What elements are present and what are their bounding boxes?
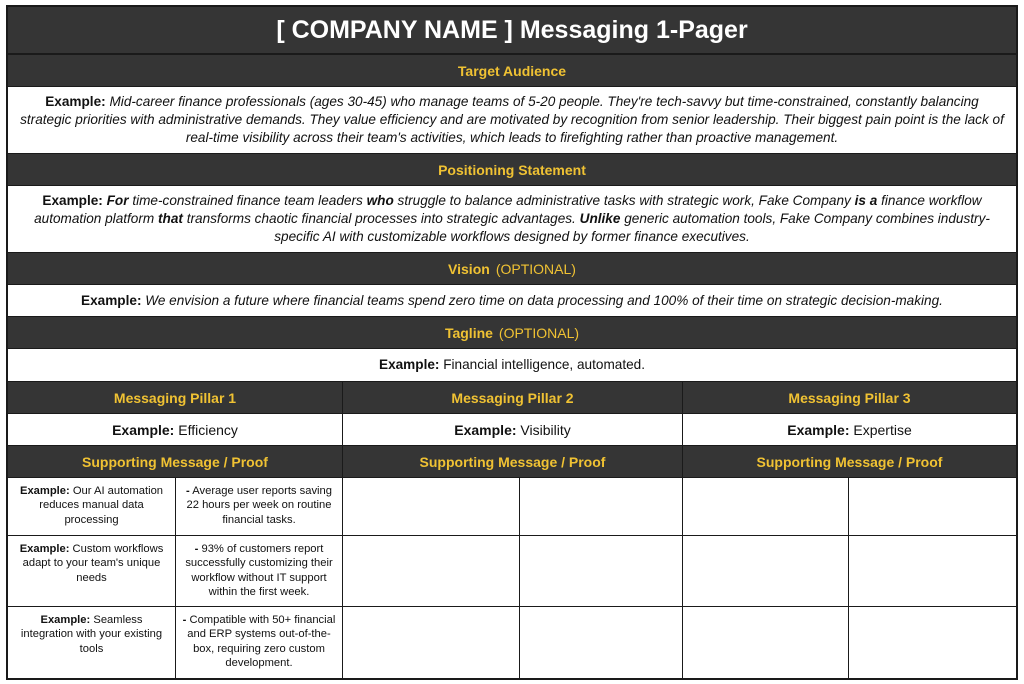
- pillar-2-example: [343, 414, 683, 445]
- proof-row-3-proof: [176, 607, 343, 680]
- proof-row-3-message: [8, 607, 176, 680]
- proof-row-1-message-text: Our AI automation reduces manual data processing: [39, 485, 164, 526]
- pillar-heading-row: [8, 382, 1016, 414]
- example-label: Example:: [45, 94, 106, 109]
- vision-heading-text: Vision: [448, 260, 490, 277]
- keyword-that: that: [158, 211, 183, 226]
- proof-row-2-proof-text: 93% of customers report successfully customizing their workflow without IT support within the first week.: [185, 543, 333, 598]
- proof-row-2-proof: [176, 536, 343, 606]
- empty-cell: [849, 536, 1016, 606]
- pillar-example-row: [8, 414, 1016, 446]
- example-label: Example:: [42, 193, 103, 208]
- vision-text: We envision a future where financial teams spend zero time on data processing and 100% of their time on strategic decision-making.: [145, 292, 943, 308]
- keyword-who: who: [366, 193, 394, 208]
- example-label: Example:: [81, 292, 142, 308]
- empty-cell: [683, 536, 849, 606]
- empty-cell: [849, 607, 1016, 680]
- vision-optional-label: (OPTIONAL): [495, 260, 576, 277]
- example-label: Example:: [454, 421, 517, 438]
- keyword-is-a: is a: [854, 193, 878, 208]
- proof-dash: -: [194, 543, 199, 555]
- example-label: Example:: [112, 421, 175, 438]
- keyword-for: For: [106, 193, 129, 208]
- empty-cell: [683, 478, 849, 535]
- positioning-heading: [8, 154, 1016, 186]
- pillar-2-support-heading: Supporting Message / Proof: [343, 446, 683, 477]
- support-heading-row: [8, 446, 1016, 478]
- pillar-3-example: [683, 414, 1016, 445]
- vision-heading: [8, 253, 1016, 285]
- example-label: Example:: [19, 485, 70, 497]
- example-label: Example:: [19, 543, 70, 555]
- example-label: Example:: [787, 421, 850, 438]
- empty-cell: [520, 478, 683, 535]
- pillar-3-heading: Messaging Pillar 3: [683, 382, 1016, 413]
- pillar-3-support-heading: Supporting Message / Proof: [683, 446, 1016, 477]
- vision-body: [8, 285, 1016, 317]
- tagline-text: Financial intelligence, automated.: [443, 357, 645, 372]
- empty-cell: [683, 607, 849, 680]
- proof-row-1-message: [8, 478, 176, 535]
- pillar-3-example-text: Expertise: [853, 421, 912, 438]
- proof-row-3: [8, 607, 1016, 680]
- target-audience-heading: [8, 55, 1016, 87]
- tagline-body: [8, 349, 1016, 382]
- empty-cell: [520, 536, 683, 606]
- empty-cell: [849, 478, 1016, 535]
- target-audience-text: Mid-career finance professionals (ages 30-45) who manage teams of 5-20 people. They're tech-savvy but time-constrained, constantly balancing strategic priorities with administrative demands. They value efficiency and are motivated by recognition from senior leadership. Their biggest pain point is the lack of real-time visibility across their team's activities, which leads to firefighting rather than proactive management.: [20, 94, 1004, 145]
- tagline-heading-text: Tagline: [444, 324, 493, 341]
- empty-cell: [343, 607, 520, 680]
- pillar-1-example: [8, 414, 343, 445]
- proof-row-2: [8, 536, 1016, 607]
- pillar-2-heading: Messaging Pillar 2: [343, 382, 683, 413]
- proof-row-3-message-text: Seamless integration with your existing tools: [20, 614, 163, 655]
- proof-row-2-message-text: Custom workflows adapt to your team's unique needs: [22, 543, 164, 584]
- pillar-1-example-text: Efficiency: [178, 421, 238, 438]
- proof-row-1-proof: [176, 478, 343, 535]
- proof-row-2-message: [8, 536, 176, 606]
- proof-row-1-proof-text: Average user reports saving 22 hours per week on routine financial tasks.: [186, 485, 332, 526]
- proof-dash: -: [186, 485, 190, 497]
- example-label: Example:: [379, 357, 440, 372]
- example-label: Example:: [40, 614, 91, 626]
- positioning-part-4: transforms chaotic financial processes into strategic advantages.: [186, 211, 576, 226]
- target-audience-body: [8, 87, 1016, 154]
- pillar-2-example-text: Visibility: [520, 421, 571, 438]
- tagline-heading: [8, 317, 1016, 349]
- positioning-part-2: struggle to balance administrative tasks with strategic work, Fake Company: [397, 193, 851, 208]
- keyword-unlike: Unlike: [579, 211, 621, 226]
- target-audience-heading-text: Target Audience: [457, 62, 567, 79]
- page-title: [ COMPANY NAME ] Messaging 1-Pager: [8, 7, 1016, 55]
- empty-cell: [520, 607, 683, 680]
- tagline-optional-label: (OPTIONAL): [498, 324, 580, 341]
- positioning-part-1: time-constrained finance team leaders: [132, 193, 363, 208]
- positioning-heading-text: Positioning Statement: [438, 161, 586, 178]
- proof-dash: -: [182, 614, 187, 626]
- empty-cell: [343, 478, 520, 535]
- positioning-part-5: generic automation tools, Fake Company combines industry-specific AI with customizable workflows designed by former finance executives.: [274, 211, 990, 244]
- pillar-1-heading: Messaging Pillar 1: [8, 382, 343, 413]
- empty-cell: [343, 536, 520, 606]
- messaging-one-pager: [6, 5, 1018, 680]
- proof-row-1: [8, 478, 1016, 536]
- pillar-1-support-heading: Supporting Message / Proof: [8, 446, 343, 477]
- positioning-part-3: finance workflow automation platform: [34, 193, 982, 226]
- proof-row-3-proof-text: Compatible with 50+ financial and ERP systems out-of-the-box, requiring zero custom development.: [187, 614, 336, 669]
- positioning-body: [8, 186, 1016, 253]
